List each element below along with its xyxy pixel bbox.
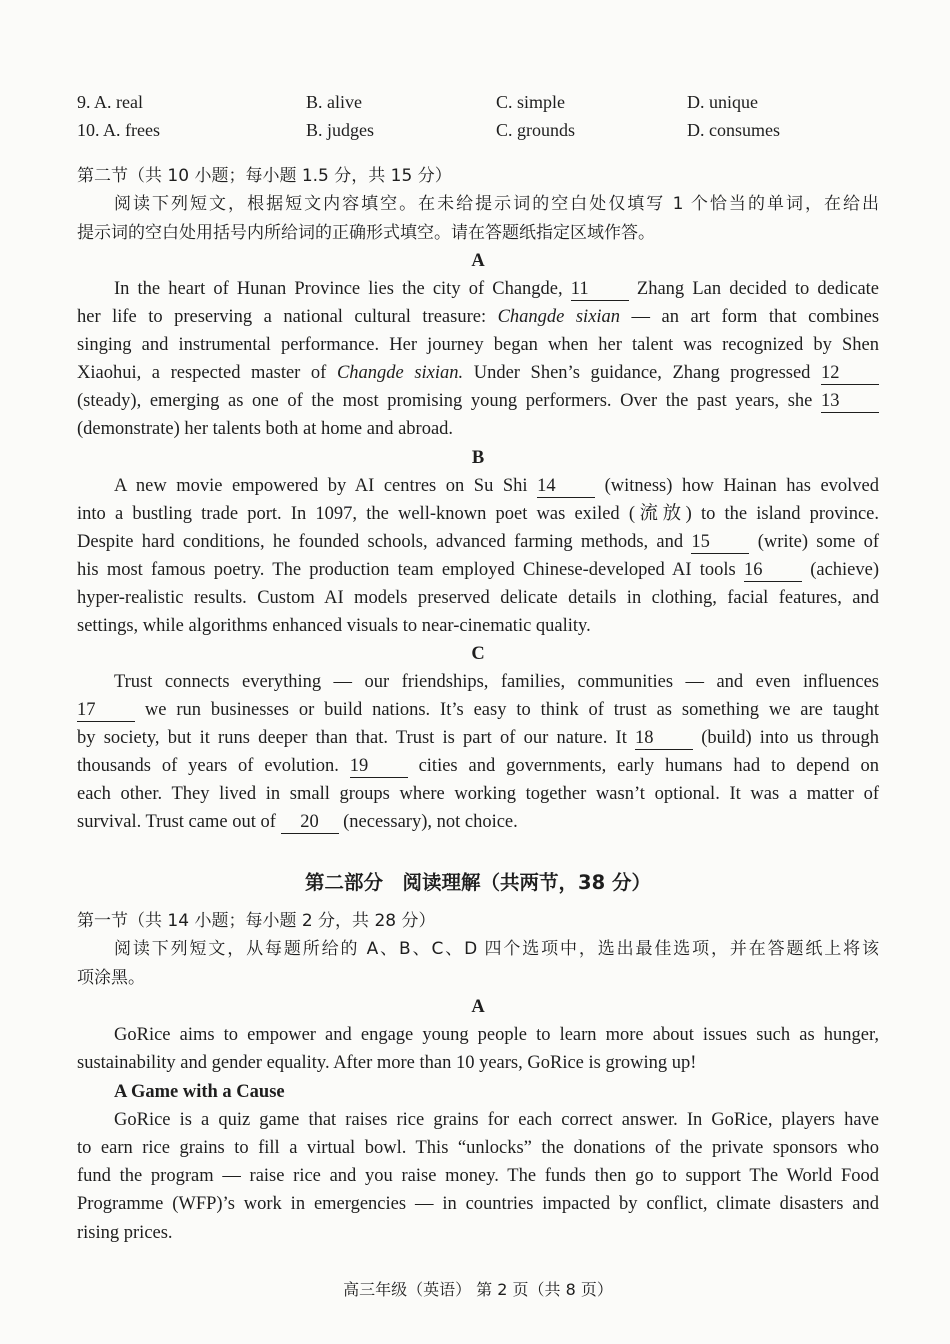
passage-b-line1: A new movie empowered by AI centres on Su Shi 14 (witness) how Hainan has evolved (114, 476, 880, 496)
passage-c-line2: 17 we run businesses or build nations. It’s easy to think of trust as something we are taught (77, 700, 880, 720)
blank-20: 20 (281, 811, 339, 834)
blank-16: 16 (744, 559, 802, 582)
option-9b: B. alive (306, 92, 362, 112)
passage-b-line3: Despite hard conditions, he founded schools, advanced farming methods, and 15 (write) some of (77, 532, 880, 552)
option-10b: B. judges (306, 120, 375, 140)
gorice-para2-line5: rising prices. (77, 1223, 173, 1243)
gorice-subheading: A Game with a Cause (114, 1082, 285, 1102)
part2-section1-header: 第一节（共 14 小题；每小题 2 分，共 28 分） (77, 911, 436, 931)
option-9a: 9. A. real (77, 92, 143, 112)
gorice-para2-line3: fund the program — raise rice and you raise money. The funds then go to support The World Food (77, 1166, 879, 1186)
blank-14: 14 (537, 475, 595, 498)
passage-a-line1: In the heart of Hunan Province lies the city of Changde, 11 Zhang Lan decided to dedicate (114, 279, 880, 299)
passage-a-line3: singing and instrumental performance. Her journey began when her talent was recognized by Shen (77, 335, 879, 355)
passage-a-label: A (471, 251, 485, 271)
blank-19: 19 (350, 755, 408, 778)
passage-b-line6: settings, while algorithms enhanced visuals to near-cinematic quality. (77, 616, 591, 636)
option-9d: D. unique (687, 92, 758, 112)
passage-b-line5: hyper-realistic results. Custom AI models preserved delicate details in clothing, facial features, and (77, 588, 879, 608)
reading-passage-a-label: A (471, 997, 485, 1017)
passage-c-line3: by society, but it runs deeper than that. Trust is part of our nature. It 18 (build) into us through (77, 728, 879, 748)
passage-c-line4: thousands of years of evolution. 19 cities and governments, early humans had to depend on (77, 756, 879, 776)
passage-a-line4: Xiaohui, a respected master of Changde sixian. Under Shen’s guidance, Zhang progressed 12 (77, 359, 879, 387)
option-10d: D. consumes (687, 120, 780, 140)
passage-a-line5: (steady), emerging as one of the most promising young performers. Over the past years, she 13 (77, 387, 879, 415)
option-9c: C. simple (496, 92, 566, 112)
passage-c-line6: survival. Trust came out of 20 (necessary), not choice. (77, 812, 518, 832)
page-footer: 高三年级（英语） 第 2 页（共 8 页） (343, 1280, 613, 1299)
part2-instruction-line1: 阅读下列短文，从每题所给的 A、B、C、D 四个选项中，选出最佳选项，并在答题纸上将该 (114, 939, 879, 959)
passage-c-line1: Trust connects everything — our friendships, families, communities — and even influences (114, 672, 879, 692)
blank-13: 13 (821, 390, 879, 413)
blank-11: 11 (571, 278, 629, 301)
section2-instruction-line1: 阅读下列短文，根据短文内容填空。在未给提示词的空白处仅填写 1 个恰当的单词，在给出 (114, 194, 879, 214)
blank-15: 15 (691, 531, 749, 554)
part2-instruction-line2: 项涂黑。 (77, 968, 145, 988)
gorice-para1-line1: GoRice aims to empower and engage young people to learn more about issues such as hunger, (114, 1025, 879, 1045)
passage-b-line4: his most famous poetry. The production team employed Chinese-developed AI tools 16 (achieve) (77, 560, 880, 580)
blank-17: 17 (77, 699, 135, 722)
blank-18: 18 (635, 727, 693, 750)
gorice-para2-line4: Programme (WFP)’s work in emergencies — in countries impacted by conflict, climate disasters and (77, 1194, 879, 1214)
gorice-para2-line2: to earn rice grains to fill a virtual bowl. This “unlocks” the donations of the private sponsors who (77, 1138, 879, 1158)
passage-b-label: B (471, 448, 485, 468)
gorice-para2-line1: GoRice is a quiz game that raises rice grains for each correct answer. In GoRice, players have (114, 1110, 879, 1130)
part2-title: 第二部分 阅读理解（共两节，38 分） (305, 871, 651, 894)
section2-instruction-line2: 提示词的空白处用括号内所给词的正确形式填空。请在答题纸指定区域作答。 (77, 223, 655, 243)
passage-a-line6: (demonstrate) her talents both at home and abroad. (77, 419, 454, 439)
passage-b-line2: into a bustling trade port. In 1097, the well-known poet was exiled (流放) to the island province. (77, 504, 879, 524)
passage-a-line2: her life to preserving a national cultural treasure: Changde sixian — an art form that combines (77, 307, 880, 327)
option-10c: C. grounds (496, 120, 576, 140)
passage-c-line5: each other. They lived in small groups where working together wasn’t optional. It was a matter of (77, 784, 879, 804)
question-10-options (77, 120, 877, 148)
section2-header: 第二节（共 10 小题；每小题 1.5 分，共 15 分） (77, 166, 452, 186)
option-10a: 10. A. frees (77, 120, 160, 140)
passage-c-label: C (471, 644, 485, 664)
question-9-options (77, 92, 877, 120)
gorice-para1-line2: sustainability and gender equality. After more than 10 years, GoRice is growing up! (77, 1053, 697, 1073)
blank-12: 12 (821, 362, 879, 385)
